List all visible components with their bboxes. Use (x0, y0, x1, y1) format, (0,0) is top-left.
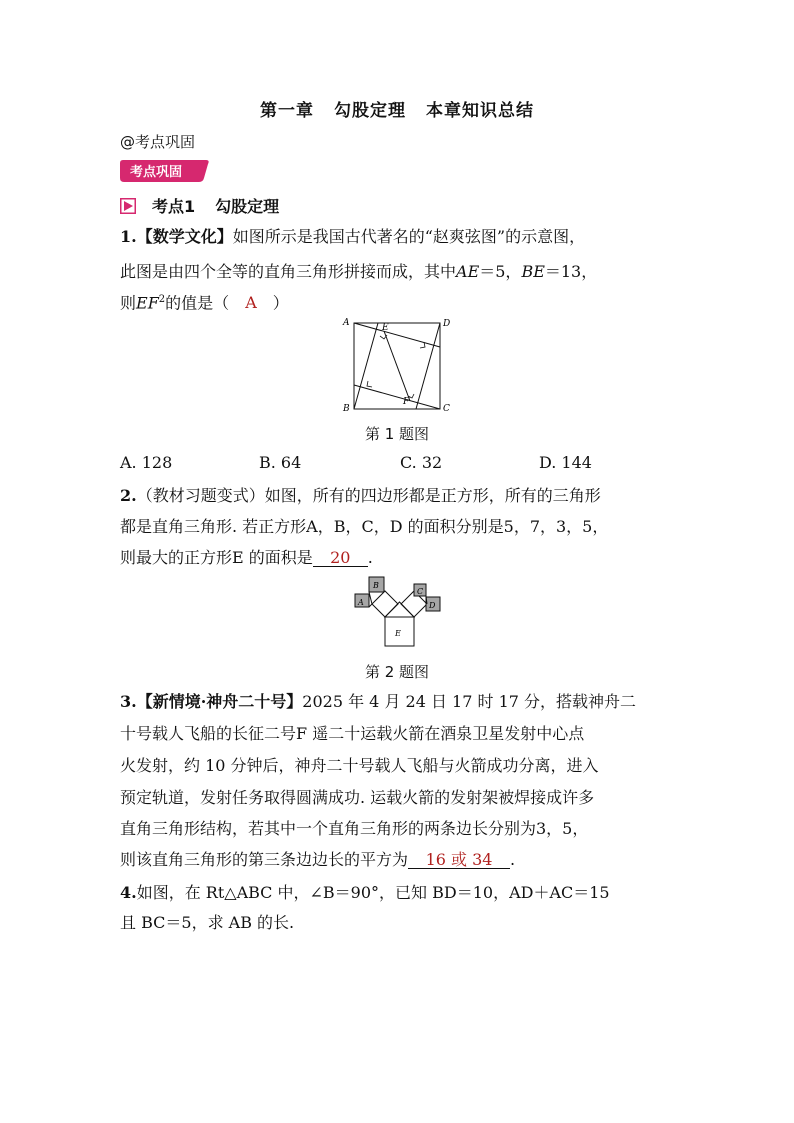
q2-figure (352, 574, 444, 650)
q4-text1: 如图，在 Rt△ABC 中，∠B＝90°，已知 BD＝10，AD＋AC＝15 (136, 883, 610, 902)
q3-line3: 火发射，约 10 分钟后，神舟二十号载人飞船与火箭成功分离，进入 (120, 756, 599, 775)
q1-fig-d: D (443, 319, 451, 329)
q1-answer: A (245, 293, 257, 313)
q1-be-val: ＝13， (544, 262, 598, 281)
q1-fig-e: E (382, 323, 389, 333)
q1-caption: 第 1 题图 (364, 425, 430, 443)
q3-text1: 2025 年 4 月 24 日 17 时 17 分，搭载神舟二 (302, 692, 637, 711)
q1-text3a: 则 (120, 293, 137, 313)
q1-line1 (120, 227, 585, 247)
q1-option-b: B. 64 (259, 453, 302, 472)
q2-fig-a: A (358, 598, 364, 607)
q2-fig-c: C (417, 587, 424, 596)
chapter-topic: 勾股定理 (334, 101, 406, 121)
section-point: 考点1 (152, 197, 196, 216)
badge-label: 考点巩固 (130, 165, 183, 180)
q4-line2: 且 BC＝5，求 AB 的长. (120, 913, 295, 932)
page-title (0, 96, 794, 121)
q1-text3b: 的值是（ (165, 293, 230, 313)
q1-fig-f: F (403, 397, 410, 407)
q1-line2 (120, 262, 597, 282)
q1-text1: 如图所示是我国古代著名的“赵爽弦图”的示意图， (232, 227, 586, 246)
q1-option-c: C. 32 (400, 453, 443, 472)
q3-text6a: 则该直角三角形的第三条边边长的平方为 (120, 850, 409, 869)
q1-sup: 2 (158, 294, 166, 305)
q3-line1 (120, 692, 636, 712)
section-name: 勾股定理 (215, 197, 280, 216)
q2-line1 (120, 486, 601, 506)
section-heading (120, 194, 279, 217)
q1-fig-c: C (443, 404, 450, 414)
q2-number: 2. (120, 486, 137, 505)
q1-option-d: D. 144 (539, 453, 592, 472)
q2-text1: （教材习题变式）如图，所有的四边形都是正方形，所有的三角形 (136, 486, 601, 505)
q1-ae-val: ＝5， (479, 262, 522, 281)
q1-text2: 此图是由四个全等的直角三角形拼接而成，其中 (120, 262, 457, 281)
q1-figure (340, 314, 460, 414)
chapter-label: 第一章 (260, 101, 314, 121)
q2-caption: 第 2 题图 (364, 663, 430, 681)
q1-ef: EF (136, 293, 159, 313)
q3-line5: 直角三角形结构，若其中一个直角三角形的两条边长分别为3，5， (120, 819, 589, 838)
q1-line3 (120, 290, 289, 313)
q1-fig-a: A (343, 318, 350, 328)
q1-text3c: ） (272, 293, 289, 313)
q3-line2: 十号载人飞船的长征二号F 遥二十运载火箭在酒泉卫星发射中心点 (120, 724, 585, 743)
section-tag: @考点巩固 (120, 133, 196, 151)
q2-line3 (120, 548, 373, 568)
q3-tag: 【新情境·神舟二十号】 (136, 692, 303, 711)
chapter-summary: 本章知识总结 (426, 101, 534, 121)
q3-answer: 16 或 34 (408, 850, 510, 869)
q4-number: 4. (120, 883, 137, 902)
section-badge (120, 160, 210, 182)
play-triangle-icon (120, 198, 136, 214)
q3-text6b: . (510, 850, 516, 869)
q1-option-a: A. 128 (120, 453, 173, 472)
q1-tag: 【数学文化】 (136, 227, 233, 246)
q1-ae: AE (456, 262, 480, 281)
q4-line1 (120, 883, 610, 903)
q2-answer: 20 (313, 548, 368, 567)
q1-be: BE (521, 262, 545, 281)
q2-fig-e: E (395, 629, 401, 638)
q2-fig-d: D (429, 601, 436, 610)
q3-number: 3. (120, 692, 137, 711)
q2-text3a: 则最大的正方形E 的面积是 (120, 548, 313, 567)
q2-text3b: . (367, 548, 373, 567)
q3-line4: 预定轨道，发射任务取得圆满成功. 运载火箭的发射架被焊接成许多 (120, 788, 595, 807)
q3-line6 (120, 850, 515, 870)
q2-fig-b: B (373, 581, 379, 590)
q1-fig-b: B (343, 404, 350, 414)
q1-number: 1. (120, 227, 137, 246)
q2-line2: 都是直角三角形. 若正方形A，B，C，D 的面积分别是5，7，3，5， (120, 517, 609, 536)
